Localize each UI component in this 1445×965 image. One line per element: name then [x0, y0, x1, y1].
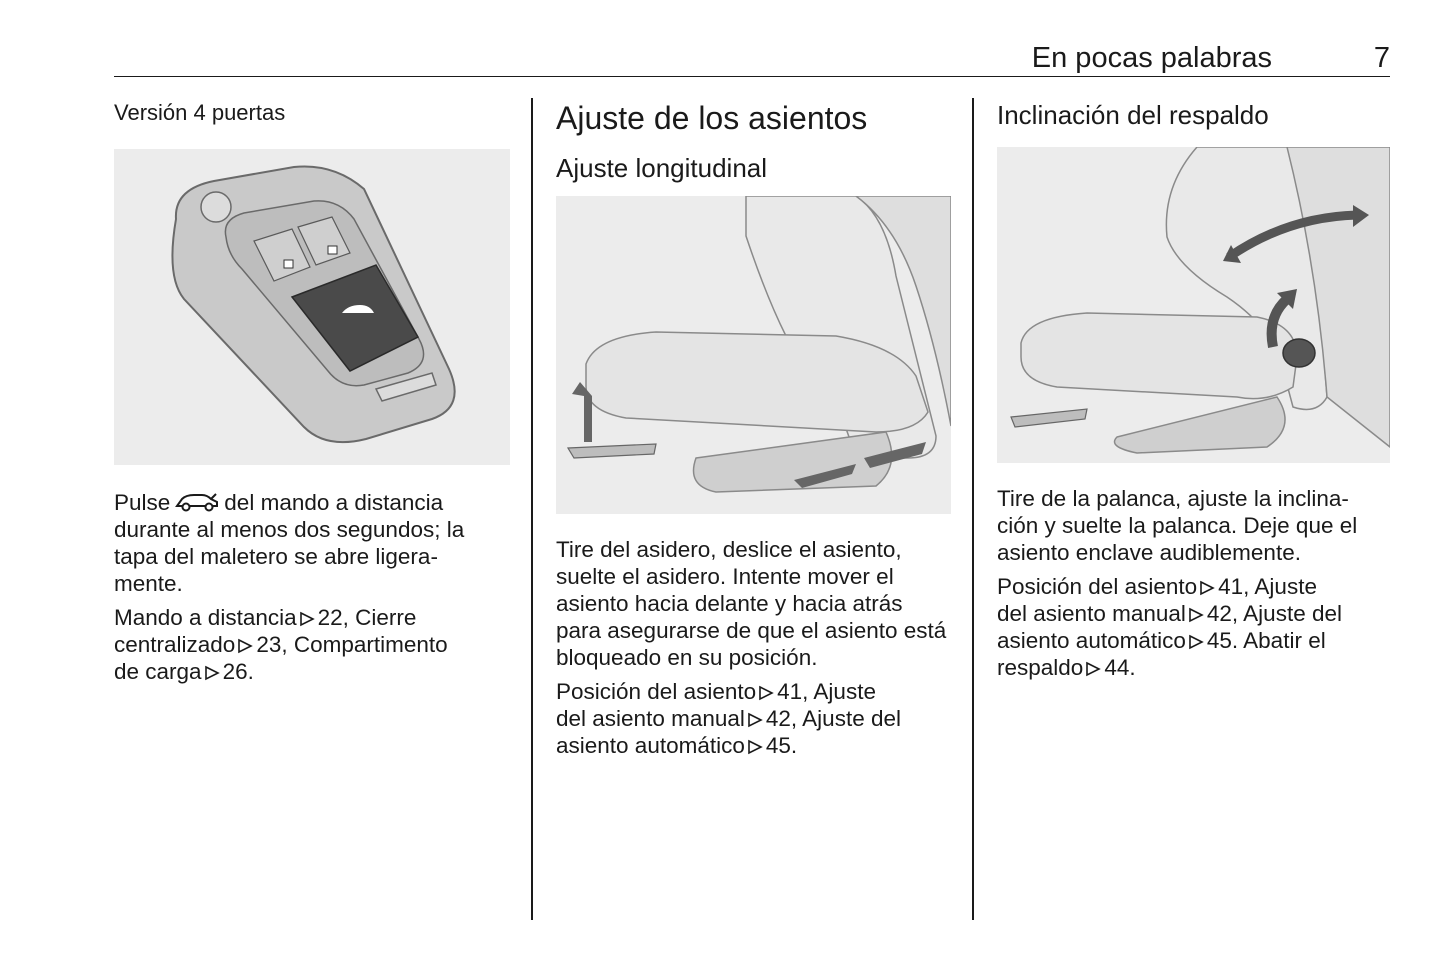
reference-triangle-icon	[1188, 600, 1204, 627]
link-ref[interactable]: 22, Cierre	[317, 605, 417, 630]
reference-triangle-icon	[747, 732, 763, 759]
subsection-heading: Inclinación del respaldo	[997, 100, 1269, 130]
reference-paragraph: Posición del asiento 41, Ajuste del asiento manual 42, Ajuste del asiento automático 45. Abatir el respaldo 44.	[997, 574, 1342, 680]
figure-caption: Versión 4 puertas	[114, 100, 286, 125]
link-ref[interactable]: 42, Ajuste del	[765, 706, 901, 731]
link-ref[interactable]: 41, Ajuste	[777, 679, 876, 704]
key-fob-illustration	[114, 149, 510, 465]
reference-triangle-icon	[1188, 627, 1204, 654]
reference-paragraph: Posición del asiento 41, Ajuste del asiento manual 42, Ajuste del asiento automático 45.	[556, 679, 901, 758]
reference-triangle-icon	[204, 658, 220, 685]
reference-triangle-icon	[1199, 573, 1215, 600]
reference-triangle-icon	[1085, 654, 1101, 681]
reference-triangle-icon	[237, 631, 253, 658]
link-ref[interactable]: 44.	[1104, 655, 1136, 680]
section-heading: Ajuste de los asientos	[556, 100, 868, 136]
paragraph: Tire del asidero, deslice el asiento, suelte el asidero. Intente mover el asiento hacia delante y hacia atrás para asegurarse de que el asiento está bloqueado en su posición.	[556, 537, 947, 670]
seat-longitudinal-illustration	[556, 196, 951, 514]
column-divider	[972, 98, 974, 920]
subsection-heading: Ajuste longitudinal	[556, 153, 768, 183]
section-title: En pocas palabras	[1031, 42, 1272, 74]
paragraph: Pulse del mando a distancia durante al menos dos segundos; la tapa del maletero se abre ligera‑ mente.	[114, 490, 465, 596]
page-header	[114, 40, 1390, 77]
column-key	[114, 96, 510, 692]
column-backrest	[997, 96, 1390, 688]
page-number: 7	[1373, 42, 1390, 74]
reference-triangle-icon	[758, 678, 774, 705]
backrest-recline-illustration	[997, 147, 1390, 463]
reference-triangle-icon	[299, 604, 315, 631]
link-ref[interactable]: 45. Abatir el	[1206, 628, 1326, 653]
link-ref[interactable]: 41, Ajuste	[1218, 574, 1317, 599]
car-trunk-icon	[174, 489, 220, 516]
link-ref[interactable]: 45.	[765, 733, 798, 758]
column-seat-longitudinal	[556, 96, 951, 766]
reference-triangle-icon	[747, 705, 763, 732]
paragraph: Tire de la palanca, ajuste la inclina‑ ción y suelte la palanca. Deje que el asiento enclave audiblemente.	[997, 486, 1358, 565]
reference-paragraph: Mando a distancia 22, Cierre centralizado 23, Compartimento de carga 26.	[114, 605, 448, 684]
link-ref[interactable]: 42, Ajuste del	[1206, 601, 1342, 626]
link-ref[interactable]: 26.	[222, 659, 254, 684]
column-divider	[531, 98, 533, 920]
link-ref[interactable]: 23, Compartimento	[256, 632, 448, 657]
